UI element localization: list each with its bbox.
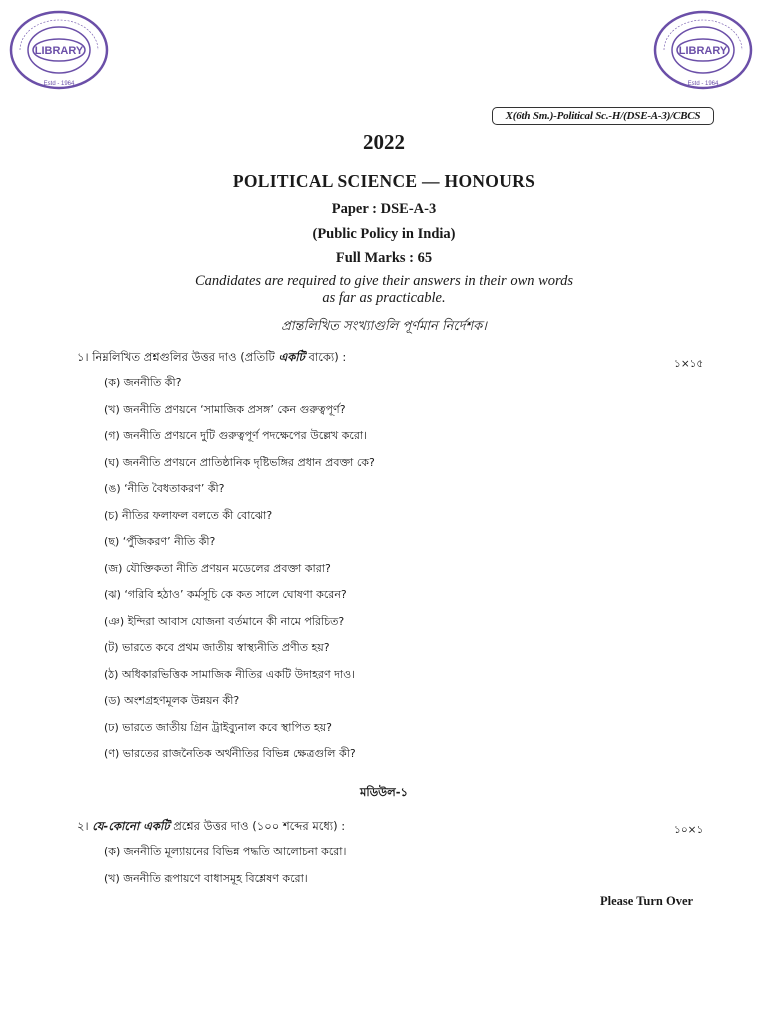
stamp-label: LIBRARY [34,45,84,57]
question-emphasis: যে-কোনো একটি [92,819,170,833]
question-1-heading [77,349,346,368]
paper-code: X(6th Sm.)-Political Sc.-H/(DSE-A-3)/CBCS [492,107,714,125]
question-2-heading [77,818,345,837]
question-1-item: (ণ) ভারতের রাজনৈতিক অর্থনীতির বিভিন্ন ক্ষেত্রগুলি কী? [104,747,356,760]
question-1-item: (ছ) ‘পুঁজিকরণ’ নীতি কী? [104,535,216,548]
instruction-line-2: as far as practicable. [322,290,446,306]
stamp-estd: Estd - 1964 [43,81,75,87]
question-1-item: (জ) যৌক্তিকতা নীতি প্রণয়ন মডেলের প্রবক্তা কারা? [104,561,331,575]
question-2-marks: ১০×১ [674,824,704,836]
question-1-item: (ঞ) ইন্দিরা আবাস যোজনা বর্তমানে কী নামে পরিচিত? [104,614,345,628]
question-1-item: (গ) জননীতি প্রণয়নে দুটি গুরুত্বপূর্ণ পদক্ষেপের উল্লেখ করো। [104,429,368,442]
question-1-marks: ১×১৫ [674,358,704,370]
question-1-item: (ট) ভারতে কবে প্রথম জাতীয় স্বাস্থ্যনীতি প্রণীত হয়? [104,641,330,654]
course-title: (Public Policy in India) [312,226,456,242]
question-2-item: (খ) জননীতি রূপায়ণে বাধাসমূহ বিশ্লেষণ করো। [104,872,308,885]
question-1-item: (ড) অংশগ্রহণমূলক উন্নয়ন কী? [104,694,240,707]
stamp-label: LIBRARY [678,45,728,57]
stamp-estd: Estd - 1964 [687,81,719,87]
question-2-item: (ক) জননীতি মূল্যায়নের বিভিন্ন পদ্ধতি আলোচনা করো। [104,845,347,858]
question-number: ২। [77,819,89,833]
marks-note: প্রান্তলিখিত সংখ্যাগুলি পূর্ণমান নির্দেশক। [281,319,487,334]
question-emphasis: একটি [278,350,305,364]
question-1-item: (ঢ) ভারতে জাতীয় গ্রিন ট্রাইব্যুনাল কবে স্থাপিত হয়? [104,720,332,734]
library-stamp-left [6,8,112,92]
stamp-seal-icon [650,8,756,92]
instruction-line-1: Candidates are required to give their answers in their own words [194,273,574,289]
question-1-item: (ঝ) ‘গরিবি হঠাও’ কর্মসূচি কে কত সালে ঘোষণা করেন? [104,588,347,601]
question-1-item: (ঠ) অধিকারভিত্তিক সামাজিক নীতির একটি উদাহরণ দাও। [104,667,356,681]
question-1-item: (ক) জননীতি কী? [104,376,182,389]
please-turn-over: Please Turn Over [600,894,694,908]
stamp-seal-icon [6,8,112,92]
question-text: নিম্নলিখিত প্রশ্নগুলির উত্তর দাও (প্রতিটি [92,350,275,364]
exam-year: 2022 [363,130,405,154]
question-1-item: (খ) জননীতি প্রণয়নে ‘সামাজিক প্রসঙ্গ’ কেন গুরুত্বপূর্ণ? [104,402,346,416]
module-heading: মডিউল-১ [360,785,408,799]
question-1-item: (চ) নীতির ফলাফল বলতে কী বোঝো? [104,508,273,522]
subject-title: POLITICAL SCIENCE — HONOURS [232,171,536,191]
paper-number: Paper : DSE-A-3 [331,201,437,217]
question-1-item: (ঙ) ‘নীতি বৈধতাকরণ’ কী? [104,482,225,495]
instructions [0,273,768,307]
full-marks: Full Marks : 65 [335,250,433,266]
question-1-item: (ঘ) জননীতি প্রণয়নে প্রাতিষ্ঠানিক দৃষ্টিভঙ্গির প্রধান প্রবক্তা কে? [104,455,375,469]
question-text: প্রশ্নের উত্তর দাও (১০০ শব্দের মধ্যে) : [173,819,346,833]
library-stamp-right [650,8,756,92]
question-number: ১। [77,350,89,364]
question-text-end: বাক্যে) : [308,350,347,364]
